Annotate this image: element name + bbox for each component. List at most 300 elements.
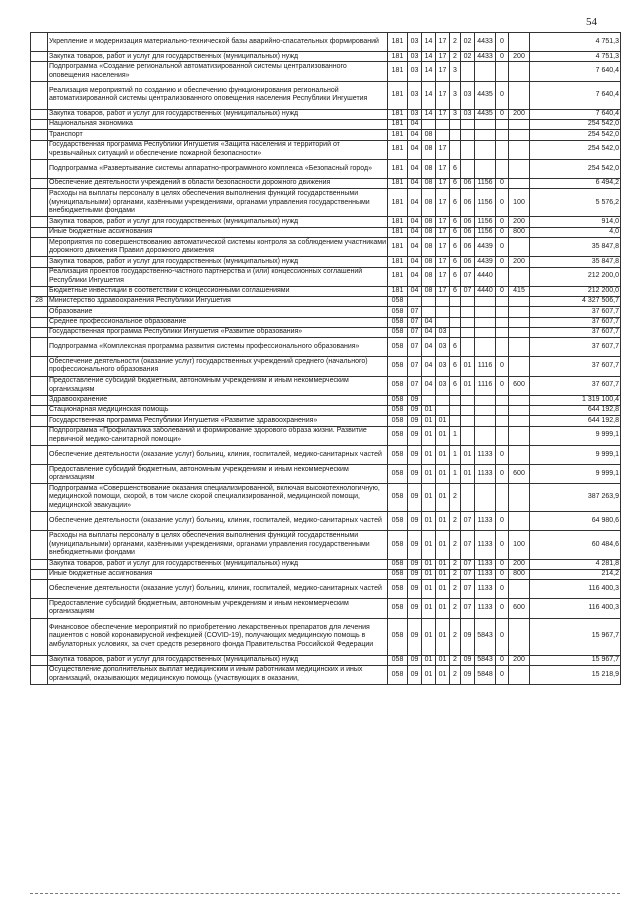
expense-name: Закупка товаров, работ и услуг для государственных (муниципальных) нужд xyxy=(48,559,388,569)
subsection-code xyxy=(422,395,436,405)
event-code xyxy=(461,426,475,445)
table-row xyxy=(31,465,621,484)
ministry-code: 058 xyxy=(388,512,408,531)
direction-code: 1156 xyxy=(475,179,496,189)
section-code: 03 xyxy=(408,52,422,62)
expense-name: Государственная программа Республики Ингушетия «Защита населения и территорий от чрезвычайных ситуаций и обеспечение пожарной безопасности» xyxy=(48,140,388,159)
row-number xyxy=(31,307,48,317)
section-code: 07 xyxy=(408,338,422,357)
section-code: 09 xyxy=(408,655,422,665)
ministry-code: 058 xyxy=(388,580,408,599)
direction-code: 5843 xyxy=(475,618,496,655)
section-code: 04 xyxy=(408,238,422,257)
program-code: 03 xyxy=(436,357,450,376)
event-code: 06 xyxy=(461,227,475,237)
expense-type-code xyxy=(509,512,530,531)
direction-suffix: 0 xyxy=(496,512,509,531)
expense-type-code: 100 xyxy=(509,531,530,559)
program-code: 01 xyxy=(436,599,450,618)
direction-code: 4439 xyxy=(475,257,496,267)
table-row xyxy=(31,227,621,237)
direction-code: 1133 xyxy=(475,445,496,464)
direction-suffix xyxy=(496,317,509,327)
subsection-code: 01 xyxy=(422,569,436,579)
section-code: 09 xyxy=(408,512,422,531)
subprogram-code: 3 xyxy=(450,81,461,109)
subsection-code: 04 xyxy=(422,317,436,327)
row-number xyxy=(31,484,48,512)
row-number xyxy=(31,599,48,618)
amount: 1 319 100,4 xyxy=(530,395,621,405)
direction-code xyxy=(475,426,496,445)
subprogram-code: 3 xyxy=(450,62,461,81)
row-number xyxy=(31,62,48,81)
section-code: 04 xyxy=(408,257,422,267)
direction-suffix: 0 xyxy=(496,189,509,217)
section-code: 09 xyxy=(408,465,422,484)
ministry-code: 181 xyxy=(388,286,408,296)
table-row xyxy=(31,81,621,109)
amount: 64 980,6 xyxy=(530,512,621,531)
expense-type-code: 800 xyxy=(509,227,530,237)
row-number xyxy=(31,357,48,376)
subprogram-code: 2 xyxy=(450,580,461,599)
event-code: 07 xyxy=(461,267,475,286)
ministry-code: 058 xyxy=(388,338,408,357)
subsection-code: 14 xyxy=(422,33,436,52)
expense-type-code xyxy=(509,618,530,655)
amount: 37 607,7 xyxy=(530,357,621,376)
expense-name: Закупка товаров, работ и услуг для государственных (муниципальных) нужд xyxy=(48,52,388,62)
table-row xyxy=(31,286,621,296)
subsection-code xyxy=(422,307,436,317)
subsection-code: 01 xyxy=(422,618,436,655)
event-code xyxy=(461,416,475,426)
subprogram-code: 2 xyxy=(450,531,461,559)
section-code: 04 xyxy=(408,140,422,159)
expense-type-code xyxy=(509,179,530,189)
section-code: 09 xyxy=(408,618,422,655)
event-code: 07 xyxy=(461,286,475,296)
direction-suffix: 0 xyxy=(496,655,509,665)
subsection-code: 08 xyxy=(422,227,436,237)
direction-code xyxy=(475,416,496,426)
subsection-code: 08 xyxy=(422,130,436,140)
event-code xyxy=(461,120,475,130)
section-code: 07 xyxy=(408,376,422,395)
row-number xyxy=(31,317,48,327)
table-row xyxy=(31,109,621,119)
subsection-code: 14 xyxy=(422,81,436,109)
event-code: 01 xyxy=(461,376,475,395)
ministry-code: 181 xyxy=(388,267,408,286)
row-number xyxy=(31,109,48,119)
direction-code: 1133 xyxy=(475,599,496,618)
subsection-code: 01 xyxy=(422,426,436,445)
direction-suffix: 0 xyxy=(496,376,509,395)
amount: 60 484,6 xyxy=(530,531,621,559)
subprogram-code: 6 xyxy=(450,217,461,227)
ministry-code: 181 xyxy=(388,81,408,109)
direction-code: 1133 xyxy=(475,559,496,569)
direction-code xyxy=(475,307,496,317)
section-code: 09 xyxy=(408,484,422,512)
direction-code: 1133 xyxy=(475,465,496,484)
table-row xyxy=(31,395,621,405)
subsection-code: 08 xyxy=(422,179,436,189)
section-code: 09 xyxy=(408,599,422,618)
expense-name: Закупка товаров, работ и услуг для государственных (муниципальных) нужд xyxy=(48,109,388,119)
ministry-code: 058 xyxy=(388,416,408,426)
row-number xyxy=(31,465,48,484)
subprogram-code: 6 xyxy=(450,357,461,376)
table-row xyxy=(31,159,621,178)
subsection-code xyxy=(422,120,436,130)
subprogram-code: 6 xyxy=(450,189,461,217)
subprogram-code: 6 xyxy=(450,257,461,267)
expense-name: Среднее профессиональное образование xyxy=(48,317,388,327)
row-number xyxy=(31,238,48,257)
subprogram-code: 2 xyxy=(450,618,461,655)
expense-type-code: 800 xyxy=(509,569,530,579)
subprogram-code: 2 xyxy=(450,33,461,52)
section-code: 09 xyxy=(408,395,422,405)
event-code xyxy=(461,159,475,178)
program-code: 01 xyxy=(436,531,450,559)
subprogram-code: 6 xyxy=(450,159,461,178)
expense-name: Расходы на выплаты персоналу в целях обеспечения выполнения функций государственными (муниципальными) органами, казёнными учреждениями, органами управления государственными внебюджетными фондами xyxy=(48,189,388,217)
row-number xyxy=(31,531,48,559)
expense-name: Реализация мероприятий по созданию и обеспечению функционирования региональной автоматизированной системы централизованного оповещения населения Республики Ингушетия xyxy=(48,81,388,109)
direction-code: 4433 xyxy=(475,52,496,62)
table-row xyxy=(31,512,621,531)
row-number xyxy=(31,130,48,140)
amount: 9 999,1 xyxy=(530,465,621,484)
section-code: 04 xyxy=(408,179,422,189)
expense-name: Государственная программа Республики Ингушетия «Развитие здравоохранения» xyxy=(48,416,388,426)
section-code: 07 xyxy=(408,327,422,337)
subsection-code: 01 xyxy=(422,445,436,464)
amount: 214,2 xyxy=(530,569,621,579)
amount: 37 607,7 xyxy=(530,338,621,357)
table-row xyxy=(31,416,621,426)
event-code xyxy=(461,338,475,357)
ministry-code: 058 xyxy=(388,445,408,464)
amount: 4 281,8 xyxy=(530,559,621,569)
row-number xyxy=(31,257,48,267)
table-row xyxy=(31,531,621,559)
subprogram-code xyxy=(450,317,461,327)
event-code: 06 xyxy=(461,179,475,189)
table-row xyxy=(31,130,621,140)
section-code: 09 xyxy=(408,426,422,445)
subsection-code: 08 xyxy=(422,238,436,257)
expense-name: Закупка товаров, работ и услуг для государственных (муниципальных) нужд xyxy=(48,257,388,267)
page-number: 54 xyxy=(586,16,597,28)
program-code xyxy=(436,307,450,317)
direction-suffix: 0 xyxy=(496,257,509,267)
ministry-code: 058 xyxy=(388,665,408,684)
section-code: 09 xyxy=(408,445,422,464)
section-code: 09 xyxy=(408,665,422,684)
section-code: 07 xyxy=(408,357,422,376)
ministry-code: 181 xyxy=(388,189,408,217)
table-row xyxy=(31,569,621,579)
subsection-code: 08 xyxy=(422,267,436,286)
ministry-code: 058 xyxy=(388,296,408,306)
event-code xyxy=(461,317,475,327)
expense-name: Предоставление субсидий бюджетным, автономным учреждениям и иным некоммерческим организациям xyxy=(48,376,388,395)
table-row xyxy=(31,296,621,306)
subprogram-code: 6 xyxy=(450,227,461,237)
expense-name: Национальная экономика xyxy=(48,120,388,130)
direction-code: 4439 xyxy=(475,238,496,257)
program-code xyxy=(436,130,450,140)
amount: 212 200,0 xyxy=(530,286,621,296)
direction-code xyxy=(475,317,496,327)
subsection-code: 01 xyxy=(422,559,436,569)
subsection-code: 01 xyxy=(422,416,436,426)
ministry-code: 058 xyxy=(388,395,408,405)
subsection-code: 08 xyxy=(422,286,436,296)
subprogram-code: 1 xyxy=(450,445,461,464)
expense-type-code xyxy=(509,445,530,464)
subsection-code: 01 xyxy=(422,531,436,559)
direction-suffix xyxy=(496,307,509,317)
section-code: 04 xyxy=(408,267,422,286)
subprogram-code xyxy=(450,416,461,426)
direction-suffix xyxy=(496,130,509,140)
expense-type-code xyxy=(509,416,530,426)
direction-suffix: 0 xyxy=(496,465,509,484)
table-row xyxy=(31,52,621,62)
direction-code: 1133 xyxy=(475,580,496,599)
expense-name: Мероприятия по совершенствованию автоматической системы контроля за соблюдением участниками дорожного движения Правил дорожного движения xyxy=(48,238,388,257)
section-code: 04 xyxy=(408,130,422,140)
subsection-code: 14 xyxy=(422,52,436,62)
subsection-code: 01 xyxy=(422,580,436,599)
expense-name: Обеспечение деятельности учреждений в области безопасности дорожного движения xyxy=(48,179,388,189)
program-code: 17 xyxy=(436,33,450,52)
subprogram-code: 6 xyxy=(450,376,461,395)
subprogram-code: 1 xyxy=(450,426,461,445)
ministry-code: 058 xyxy=(388,376,408,395)
ministry-code: 058 xyxy=(388,327,408,337)
direction-suffix: 0 xyxy=(496,618,509,655)
ministry-code: 058 xyxy=(388,569,408,579)
subprogram-code: 6 xyxy=(450,267,461,286)
direction-suffix: 0 xyxy=(496,286,509,296)
row-number xyxy=(31,159,48,178)
section-code: 09 xyxy=(408,559,422,569)
program-code: 03 xyxy=(436,327,450,337)
expense-type-code xyxy=(509,140,530,159)
subprogram-code xyxy=(450,130,461,140)
ministry-code: 181 xyxy=(388,238,408,257)
direction-code xyxy=(475,338,496,357)
program-code: 17 xyxy=(436,159,450,178)
amount: 9 999,1 xyxy=(530,445,621,464)
row-number xyxy=(31,338,48,357)
ministry-code: 058 xyxy=(388,317,408,327)
row-number xyxy=(31,327,48,337)
direction-suffix: 0 xyxy=(496,445,509,464)
program-code xyxy=(436,317,450,327)
expense-type-code xyxy=(509,317,530,327)
direction-suffix xyxy=(496,140,509,159)
direction-suffix xyxy=(496,62,509,81)
table-row xyxy=(31,484,621,512)
expense-name: Министерство здравоохранения Республики Ингушетия xyxy=(48,296,388,306)
section-code: 09 xyxy=(408,416,422,426)
direction-code xyxy=(475,296,496,306)
event-code: 03 xyxy=(461,109,475,119)
event-code xyxy=(461,395,475,405)
event-code xyxy=(461,307,475,317)
section-code: 03 xyxy=(408,81,422,109)
ministry-code: 058 xyxy=(388,484,408,512)
program-code: 17 xyxy=(436,238,450,257)
program-code xyxy=(436,406,450,416)
direction-suffix xyxy=(496,159,509,178)
subsection-code: 08 xyxy=(422,189,436,217)
expense-type-code: 200 xyxy=(509,257,530,267)
event-code: 06 xyxy=(461,238,475,257)
subprogram-code xyxy=(450,120,461,130)
row-number xyxy=(31,445,48,464)
direction-code: 1133 xyxy=(475,512,496,531)
row-number xyxy=(31,426,48,445)
row-number xyxy=(31,665,48,684)
direction-suffix: 0 xyxy=(496,531,509,559)
subsection-code: 04 xyxy=(422,327,436,337)
amount: 212 200,0 xyxy=(530,267,621,286)
expense-name: Финансовое обеспечение мероприятий по приобретению лекарственных препаратов для лечения пациентов с новой коронавирусной инфекцией (COVID-19), получающих медицинскую помощь в амбулаторных условиях, за счет средств резервного фонда Правительства Российской Федерации xyxy=(48,618,388,655)
ministry-code: 058 xyxy=(388,599,408,618)
table-row xyxy=(31,327,621,337)
direction-suffix xyxy=(496,406,509,416)
amount: 4 751,3 xyxy=(530,33,621,52)
amount: 7 640,4 xyxy=(530,62,621,81)
program-code: 17 xyxy=(436,62,450,81)
expense-type-code: 600 xyxy=(509,599,530,618)
table-row xyxy=(31,559,621,569)
event-code xyxy=(461,62,475,81)
program-code: 17 xyxy=(436,52,450,62)
ministry-code: 181 xyxy=(388,227,408,237)
amount: 37 607,7 xyxy=(530,307,621,317)
row-number xyxy=(31,395,48,405)
expense-type-code xyxy=(509,484,530,512)
subprogram-code: 2 xyxy=(450,599,461,618)
expense-type-code xyxy=(509,120,530,130)
amount: 6 494,2 xyxy=(530,179,621,189)
amount: 4,0 xyxy=(530,227,621,237)
event-code xyxy=(461,140,475,159)
expense-type-code xyxy=(509,130,530,140)
direction-code xyxy=(475,140,496,159)
expense-type-code xyxy=(509,307,530,317)
program-code: 01 xyxy=(436,569,450,579)
program-code: 17 xyxy=(436,267,450,286)
ministry-code: 181 xyxy=(388,257,408,267)
section-code: 04 xyxy=(408,286,422,296)
expense-type-code: 200 xyxy=(509,655,530,665)
expense-name: Бюджетные инвестиции в соответствии с концессионными соглашениями xyxy=(48,286,388,296)
event-code: 07 xyxy=(461,580,475,599)
expense-type-code xyxy=(509,580,530,599)
amount: 644 192,8 xyxy=(530,406,621,416)
expense-name: Подпрограмма «Совершенствование оказания специализированной, включая высокотехнологичную, медицинской помощи, скорой, в том числе скорой специализированной, медицинской помощи, медицинской эвакуации» xyxy=(48,484,388,512)
direction-code: 4433 xyxy=(475,33,496,52)
subsection-code: 08 xyxy=(422,257,436,267)
program-code: 01 xyxy=(436,655,450,665)
expense-type-code: 200 xyxy=(509,217,530,227)
table-row xyxy=(31,655,621,665)
subsection-code: 04 xyxy=(422,357,436,376)
amount: 116 400,3 xyxy=(530,580,621,599)
table-row xyxy=(31,357,621,376)
event-code: 01 xyxy=(461,465,475,484)
event-code: 07 xyxy=(461,599,475,618)
expense-name: Государственная программа Республики Ингушетия «Развитие образования» xyxy=(48,327,388,337)
direction-suffix: 0 xyxy=(496,665,509,684)
row-number xyxy=(31,52,48,62)
expense-name: Здравоохранение xyxy=(48,395,388,405)
table-row xyxy=(31,580,621,599)
table-row xyxy=(31,618,621,655)
event-code: 09 xyxy=(461,618,475,655)
expense-type-code: 200 xyxy=(509,52,530,62)
amount: 644 192,8 xyxy=(530,416,621,426)
direction-code xyxy=(475,159,496,178)
expense-name: Обеспечение деятельности (оказание услуг) государственных учреждений среднего (начального) профессионального образования xyxy=(48,357,388,376)
subsection-code xyxy=(422,296,436,306)
direction-code: 1116 xyxy=(475,357,496,376)
ministry-code: 058 xyxy=(388,655,408,665)
row-number xyxy=(31,81,48,109)
row-number xyxy=(31,559,48,569)
subprogram-code: 3 xyxy=(450,109,461,119)
row-number xyxy=(31,33,48,52)
expense-name: Реализация проектов государственно-частного партнерства и (или) концессионных соглашений Республики Ингушетия xyxy=(48,267,388,286)
subprogram-code: 6 xyxy=(450,286,461,296)
direction-suffix: 0 xyxy=(496,227,509,237)
program-code: 17 xyxy=(436,217,450,227)
amount: 7 640,4 xyxy=(530,81,621,109)
expense-type-code xyxy=(509,406,530,416)
row-number xyxy=(31,569,48,579)
event-code: 06 xyxy=(461,189,475,217)
ministry-code: 181 xyxy=(388,52,408,62)
program-code: 01 xyxy=(436,416,450,426)
ministry-code: 058 xyxy=(388,426,408,445)
program-code: 17 xyxy=(436,179,450,189)
program-code: 01 xyxy=(436,665,450,684)
ministry-code: 058 xyxy=(388,618,408,655)
section-code: 09 xyxy=(408,406,422,416)
table-row xyxy=(31,62,621,81)
direction-code: 4435 xyxy=(475,109,496,119)
table-row xyxy=(31,257,621,267)
expense-name: Обеспечение деятельности (оказание услуг) больниц, клиник, госпиталей, медико-санитарных частей xyxy=(48,512,388,531)
table-row xyxy=(31,426,621,445)
subprogram-code: 2 xyxy=(450,512,461,531)
table-row xyxy=(31,307,621,317)
expense-name: Транспорт xyxy=(48,130,388,140)
row-number xyxy=(31,140,48,159)
event-code: 06 xyxy=(461,257,475,267)
